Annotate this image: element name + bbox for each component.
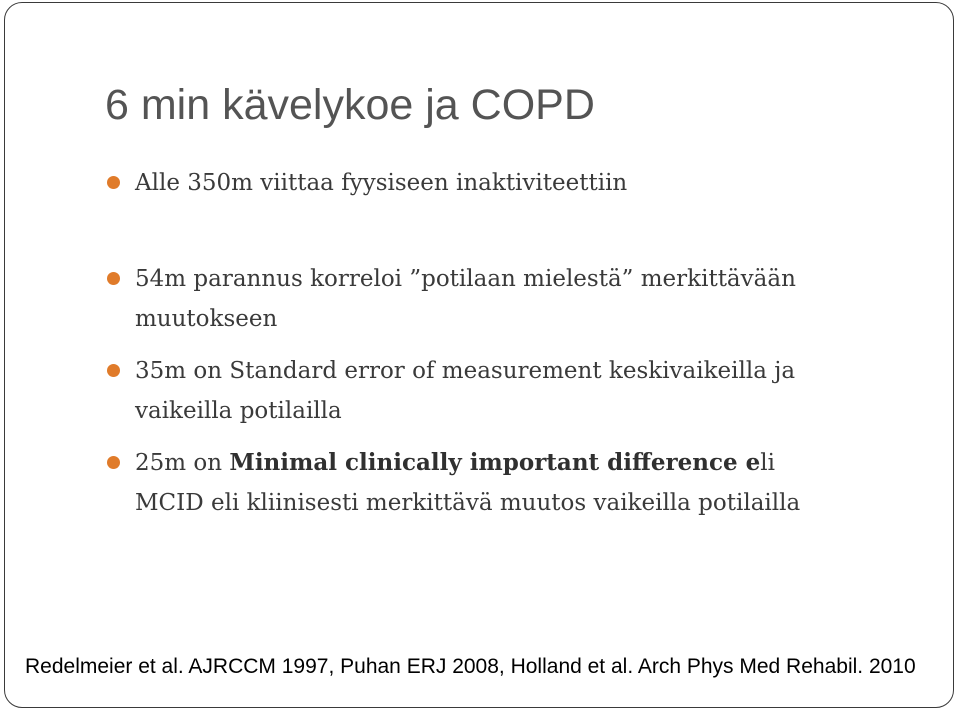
bullet-item-4 bbox=[135, 443, 800, 523]
bullet-text-emphasis: Minimal clinically important difference e bbox=[229, 449, 761, 476]
bullet-item-1 bbox=[135, 161, 627, 205]
bullet-dot-icon bbox=[107, 364, 120, 377]
bullet-dot-icon bbox=[107, 272, 120, 285]
bullet-item-3 bbox=[135, 351, 795, 431]
bullet-text-continued: muutokseen bbox=[135, 306, 278, 332]
bullet-text: Alle 350m viittaa fyysiseen inaktiviteettiin bbox=[135, 170, 628, 196]
bullet-text-pre: 25m on bbox=[135, 450, 230, 476]
bullet-item-2 bbox=[135, 259, 796, 339]
bullet-dot-icon bbox=[107, 176, 120, 189]
bullet-text-post: li bbox=[760, 450, 775, 476]
citation: Redelmeier et al. AJRCCM 1997, Puhan ERJ 2008, Holland et al. Arch Phys Med Rehabil. 2010 bbox=[25, 655, 916, 678]
slide-title: 6 min kävelykoe ja COPD bbox=[105, 81, 595, 129]
bullet-text-continued: vaikeilla potilailla bbox=[135, 398, 342, 424]
slide-frame bbox=[4, 2, 954, 708]
bullet-text: 35m on Standard error of measurement keskivaikeilla ja bbox=[135, 358, 796, 384]
bullet-text: 54m parannus korreloi ”potilaan mielestä” merkittävään bbox=[135, 266, 796, 292]
bullet-text-continued: MCID eli kliinisesti merkittävä muutos vaikeilla potilailla bbox=[135, 490, 801, 516]
bullet-dot-icon bbox=[107, 456, 120, 469]
